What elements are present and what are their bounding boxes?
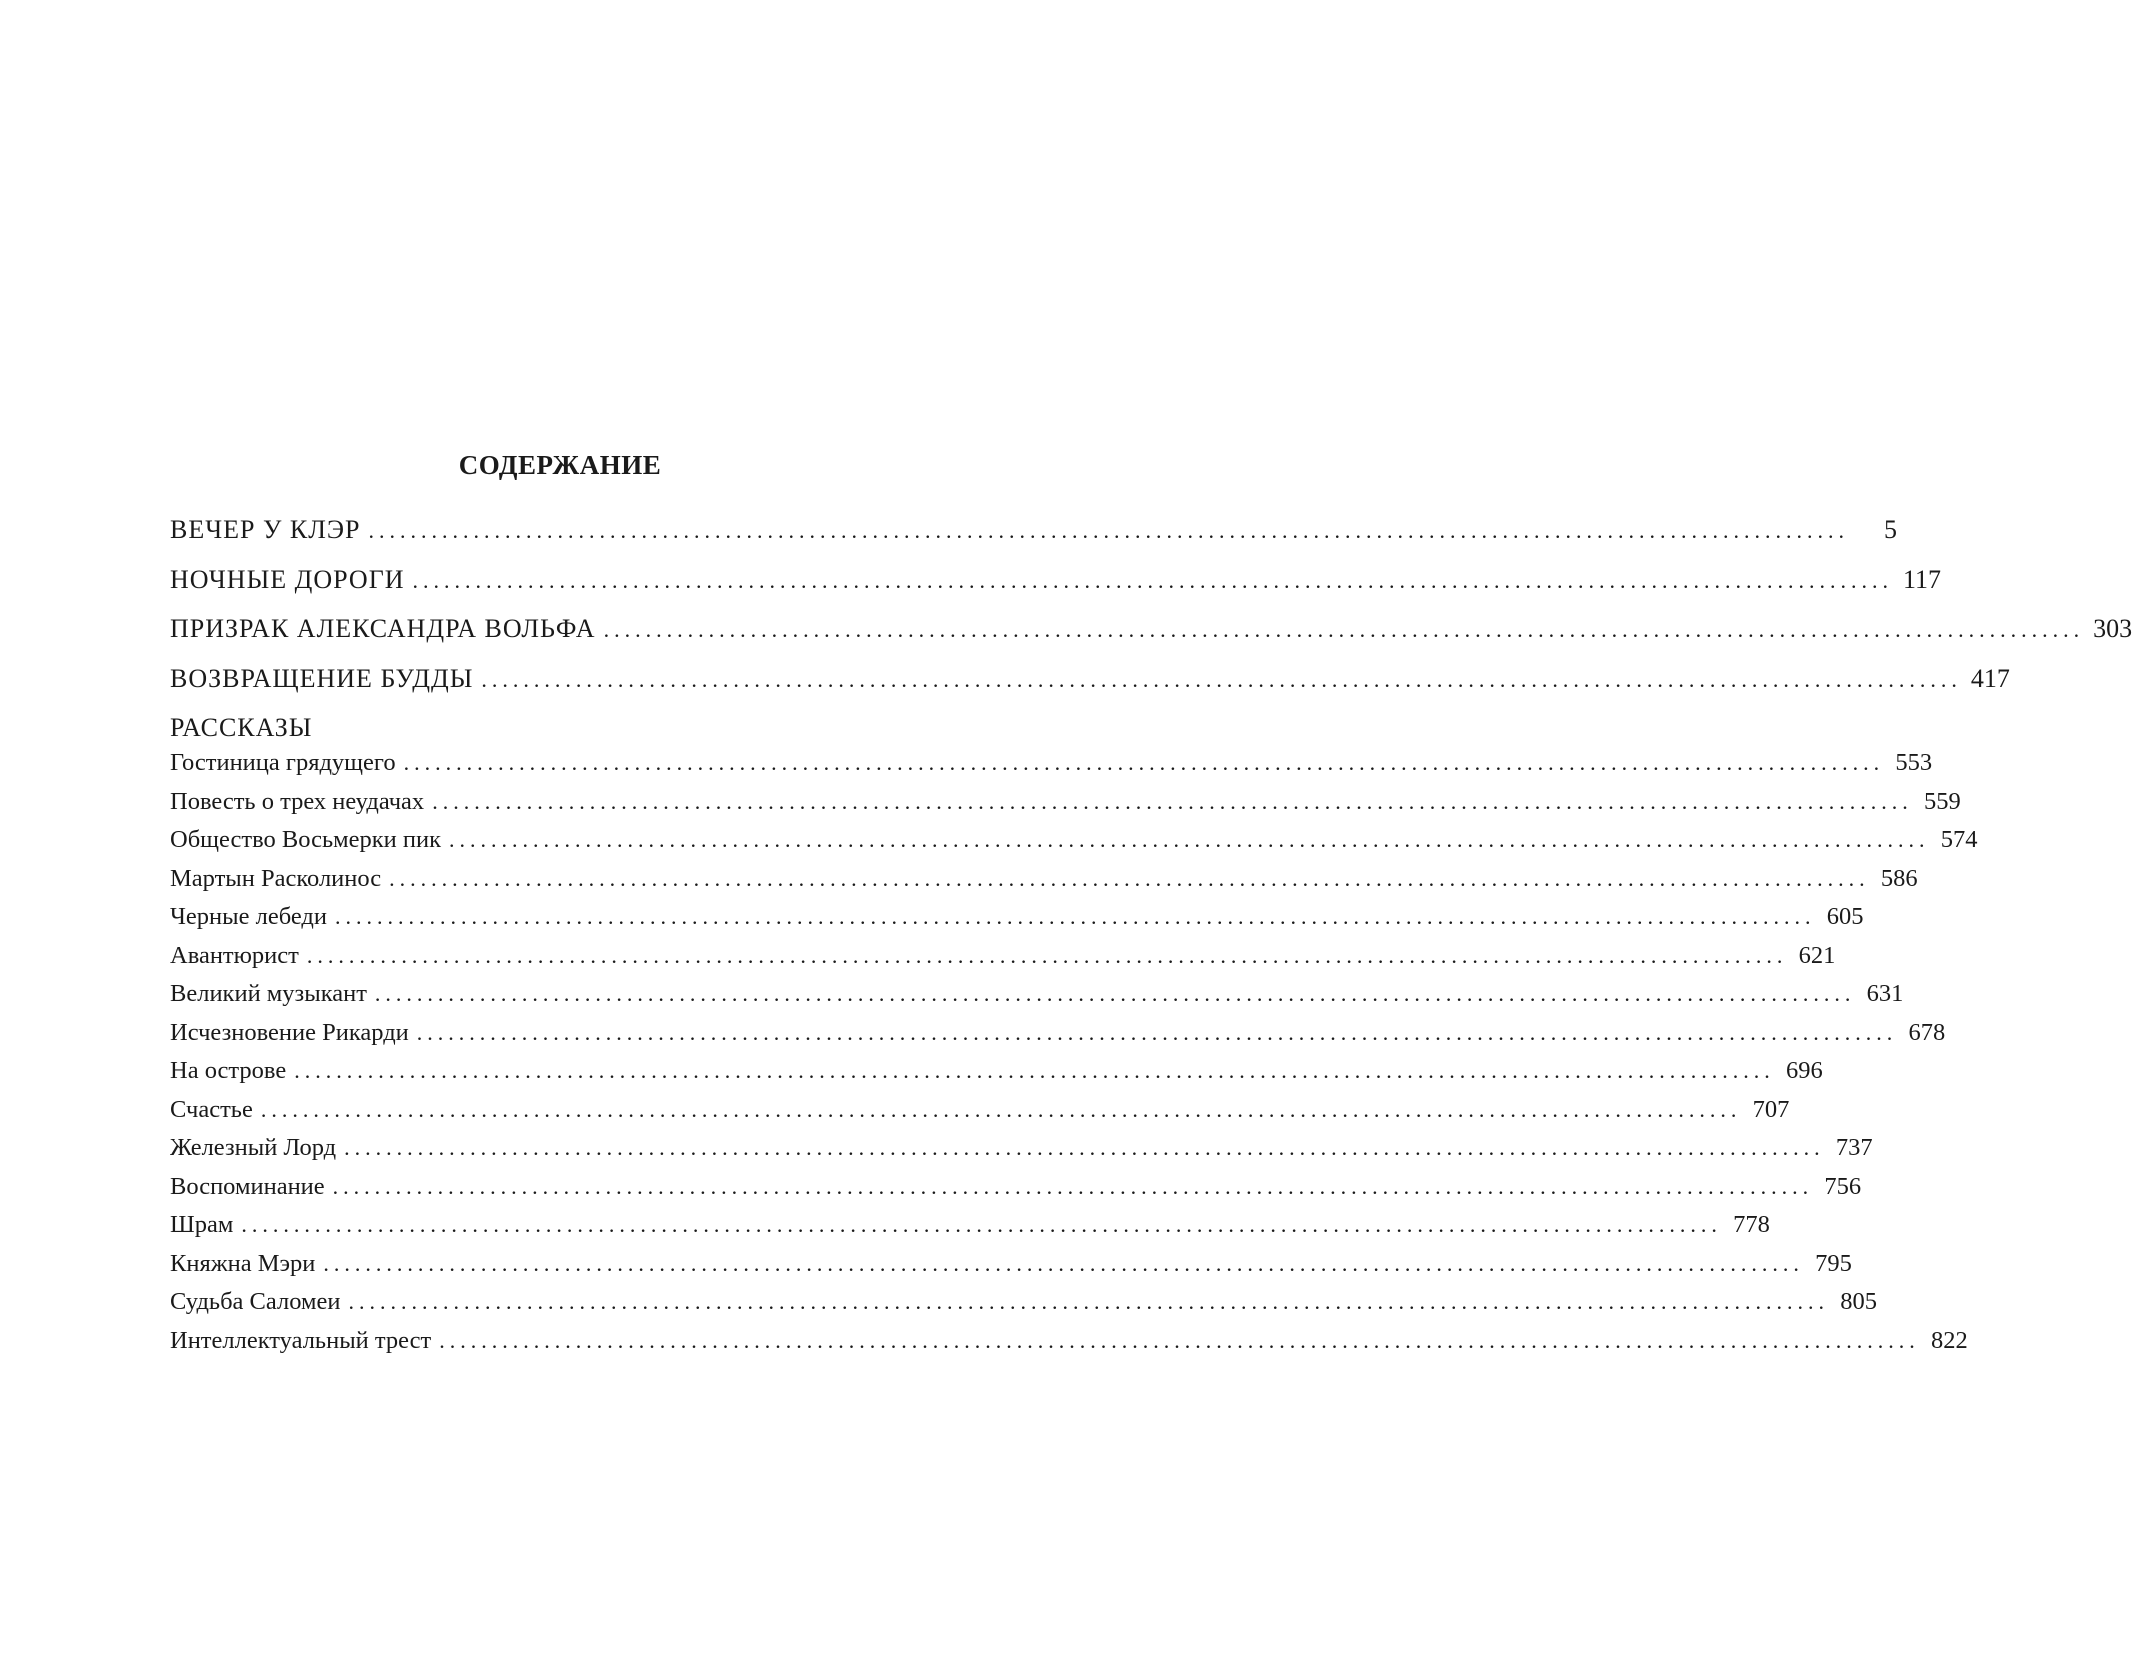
- table-of-contents: [170, 515, 2132, 1365]
- dot-leader: .............................................................................................................................................: [344, 1135, 1825, 1160]
- toc-entry: [170, 903, 1864, 942]
- toc-entry: [170, 826, 1978, 865]
- dot-leader: .............................................................................................................................................: [306, 942, 1788, 968]
- page-number: 696: [1785, 1057, 1823, 1084]
- toc-entry: [170, 564, 1942, 615]
- toc-entry-title: Воспоминание: [170, 1172, 325, 1200]
- toc-entry: [170, 1095, 1790, 1135]
- page-number: 303: [2093, 614, 2132, 643]
- dot-leader: .............................................................................................................................................: [412, 567, 1894, 593]
- toc-entry-title: Гостиница грядущего: [170, 749, 396, 776]
- toc-entry-title: Повесть о трех неудачах: [170, 787, 425, 815]
- dot-leader: .............................................................................................................................................: [260, 1096, 1742, 1122]
- toc-entry-title: ПРИЗРАК АЛЕКСАНДРА ВОЛЬФА: [170, 614, 596, 643]
- toc-entry-title: Счастье: [170, 1095, 253, 1123]
- toc-entry: [170, 749, 1933, 788]
- dot-leader: .............................................................................................................................................: [323, 1250, 1804, 1276]
- toc-entry: [170, 941, 1836, 981]
- dot-leader: .............................................................................................................................................: [368, 518, 1849, 543]
- toc-entry: [170, 980, 1904, 1019]
- toc-entry: [170, 1134, 1873, 1173]
- page-number: 805: [1840, 1288, 1877, 1315]
- dot-leader: .............................................................................................................................................: [335, 904, 1816, 929]
- page-number: 586: [1880, 864, 1918, 892]
- toc-entry: [170, 864, 1918, 904]
- page-number: 678: [1908, 1018, 1946, 1046]
- page-number: 417: [1970, 663, 2010, 693]
- toc-entry-title: Судьба Саломеи: [170, 1288, 341, 1315]
- toc-entry-title: Общество Восьмерки пик: [170, 826, 442, 853]
- page-number: 778: [1733, 1211, 1770, 1238]
- page-number: 5: [1883, 515, 1897, 544]
- page-number: 553: [1895, 749, 1933, 776]
- dot-leader: .............................................................................................................................................: [348, 1289, 1829, 1314]
- page-number: 117: [1902, 564, 1942, 594]
- page-number: 737: [1835, 1134, 1873, 1161]
- dot-leader: .............................................................................................................................................: [439, 1327, 1920, 1353]
- toc-entry: [170, 787, 1961, 827]
- dot-leader: .............................................................................................................................................: [432, 788, 1913, 814]
- toc-entry: [170, 515, 1897, 565]
- dot-leader: .............................................................................................................................................: [294, 1058, 1775, 1083]
- page-number: 822: [1930, 1326, 1968, 1354]
- toc-entry: [170, 1249, 1852, 1289]
- page-title: СОДЕРЖАНИЕ: [458, 450, 662, 480]
- toc-entry-title: НОЧНЫЕ ДОРОГИ: [170, 564, 405, 594]
- toc-entry: [170, 663, 2010, 714]
- page-number: 559: [1923, 787, 1961, 815]
- toc-entry-title: Интеллектуальный трест: [170, 1326, 432, 1354]
- dot-leader: .............................................................................................................................................: [481, 666, 1962, 692]
- dot-leader: .............................................................................................................................................: [603, 617, 2085, 642]
- dot-leader: .............................................................................................................................................: [374, 981, 1856, 1006]
- toc-entry: [170, 1018, 1946, 1058]
- toc-entry-title: На острове: [170, 1057, 287, 1084]
- page-number: 621: [1798, 941, 1836, 969]
- page-number: 605: [1826, 903, 1864, 930]
- dot-leader: .............................................................................................................................................: [416, 1019, 1898, 1045]
- dot-leader: .............................................................................................................................................: [403, 750, 1885, 775]
- dot-leader: .............................................................................................................................................: [389, 865, 1870, 891]
- toc-entry-title: Исчезновение Рикарди: [170, 1018, 409, 1046]
- toc-entry-title: Княжна Мэри: [170, 1249, 316, 1277]
- toc-entry-title: ВЕЧЕР У КЛЭР: [170, 515, 361, 544]
- page-number: 756: [1824, 1172, 1862, 1200]
- toc-entry-title: РАССКАЗЫ: [170, 713, 313, 742]
- page-number: 631: [1866, 980, 1904, 1007]
- toc-entry-title: Шрам: [170, 1211, 234, 1238]
- dot-leader: .............................................................................................................................................: [332, 1173, 1814, 1199]
- toc-entry-title: Мартын Расколинос: [170, 864, 382, 892]
- toc-entry: [170, 614, 2132, 664]
- toc-entry-title: Железный Лорд: [170, 1134, 337, 1161]
- toc-entry-title: Великий музыкант: [170, 980, 367, 1007]
- page-number: 707: [1752, 1095, 1790, 1123]
- toc-entry: [170, 1057, 1823, 1096]
- toc-entry: [170, 1172, 1862, 1212]
- page-number: 795: [1815, 1249, 1852, 1277]
- toc-entry: [170, 1288, 1877, 1327]
- page-number: 574: [1940, 826, 1978, 853]
- toc-entry: [170, 1326, 1968, 1366]
- dot-leader: .............................................................................................................................................: [449, 827, 1930, 852]
- toc-entry: [170, 1211, 1770, 1250]
- dot-leader: .............................................................................................................................................: [241, 1212, 1722, 1237]
- toc-entry-title: Авантюрист: [170, 941, 299, 969]
- toc-entry-title: ВОЗВРАЩЕНИЕ БУДДЫ: [170, 663, 474, 693]
- toc-section-heading: [170, 713, 986, 749]
- toc-entry-title: Черные лебеди: [170, 903, 327, 930]
